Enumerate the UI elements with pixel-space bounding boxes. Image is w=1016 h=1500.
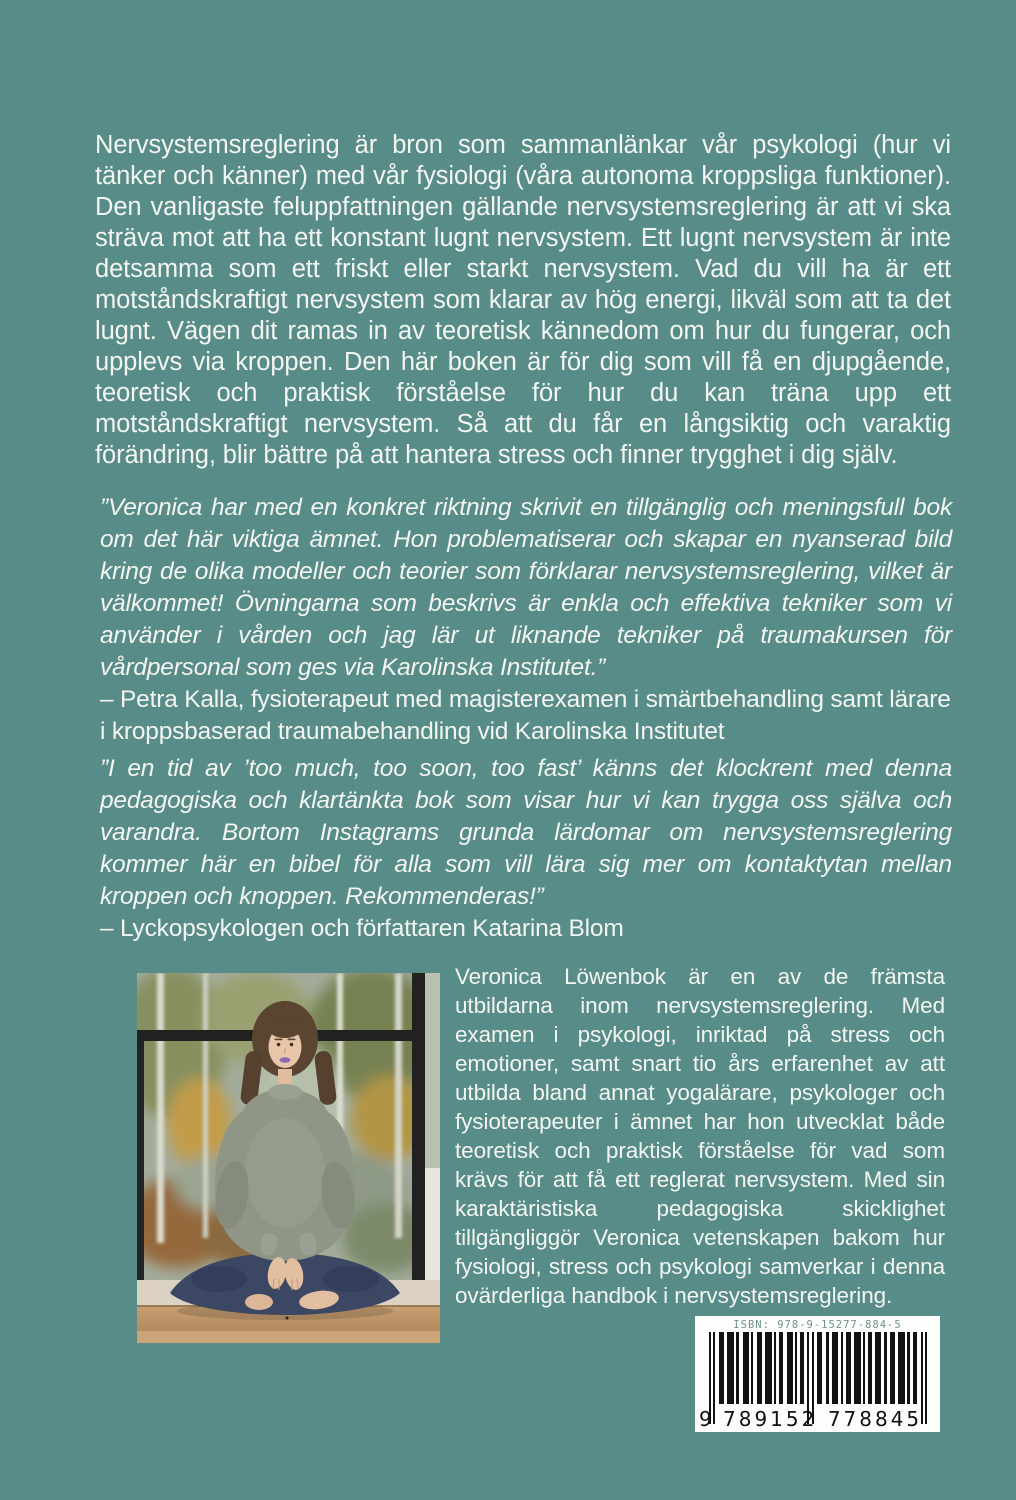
endorsement-attribution: – Lyckopsykologen och författaren Katarina Blom xyxy=(100,915,624,942)
author-photo-illustration xyxy=(137,973,440,1343)
barcode-digits xyxy=(695,1407,940,1431)
back-cover-blurb: Nervsystemsreglering är bron som sammanlänkar vår psykologi (hur vi tänker och känner) med vår fysiologi (våra autonoma kroppsliga funktioner). Den vanligaste feluppfattningen gällande nervsystemsreglering är att vi ska sträva mot att ha ett konstant lugnt nervsystem. Ett lugnt nervsystem är inte detsamma som ett friskt eller starkt nervsystem. Vad du vill ha är ett motståndskraftigt nervsystem som klarar av hög energi, likväl som att ta det lugnt. Vägen dit ramas in av teoretisk kännedom om hur du fungerar, och upplevs via kroppen. Den här boken är för dig som vill få en djupgående, teoretisk och praktisk förståelse för hur du kan träna upp ett motståndskraftigt nervsystem. Så att du får en långsiktig och varaktig förändring, blir bättre på att hantera stress och finner trygghet i dig själv. xyxy=(95,131,951,469)
author-bio: Veronica Löwenbok är en av de främsta utbildarna inom nervsystemsreglering. Med examen i psykologi, inriktad på stress och emotioner, samt snart tio års erfarenhet av att utbilda bland annat yogalärare, psykologer och fysioterapeuter i ämnet har hon utvecklat både teoretisk och praktisk förståelse för vad som krävs för att få ett reglerat nervsystem. Med sin karaktäristiska pedagogiska skicklighet tillgängliggör Veronica vetenskapen bakom hur fysiologi, stress och psykologi samverkar i denna ovärderliga handbok i nervsystemsreglering. xyxy=(455,964,945,1308)
endorsement-petra-kalla xyxy=(100,492,952,748)
endorsement-quote: ”Veronica har med en konkret riktning skrivit en tillgänglig och meningsfull bok om det här viktiga ämnet. Hon problematiserar och skapar en nyanserad bild kring de olika modeller och teorier som förklarar nervsystemsreglering, vilket är välkommet! Övningarna som beskrivs är enkla och effektiva tekniker som vi använder i vården och jag lär ut liknande tekniker på traumakursen för vårdpersonal som ges via Karolinska Institutet.” xyxy=(100,494,952,681)
author-photo xyxy=(137,973,440,1343)
endorsement-attribution: – Petra Kalla, fysioterapeut med magisterexamen i smärtbehandling samt lärare i kroppsbaserad traumabehandling vid Karolinska Institutet xyxy=(100,686,951,745)
isbn-barcode xyxy=(695,1316,940,1432)
barcode-digit-group: 789152 xyxy=(723,1407,818,1431)
barcode-isbn-label: ISBN: 978-9-15277-884-5 xyxy=(733,1319,902,1331)
barcode-digit-group: 9 xyxy=(699,1407,712,1431)
endorsement-quote: ”I en tid av ’too much, too soon, too fast’ känns det klockrent med denna pedagogiska och klartänkta bok som visar hur vi kan trygga oss själva och varandra. Bortom Instagrams grunda lärdomar om nervsystemsreglering kommer här en bibel för alla som vill lära sig mer om kontaktytan mellan kroppen och knoppen. Rekommenderas!” xyxy=(100,755,952,910)
barcode-digit-group: 778845 xyxy=(827,1407,923,1431)
endorsement-katarina-blom xyxy=(100,753,952,945)
